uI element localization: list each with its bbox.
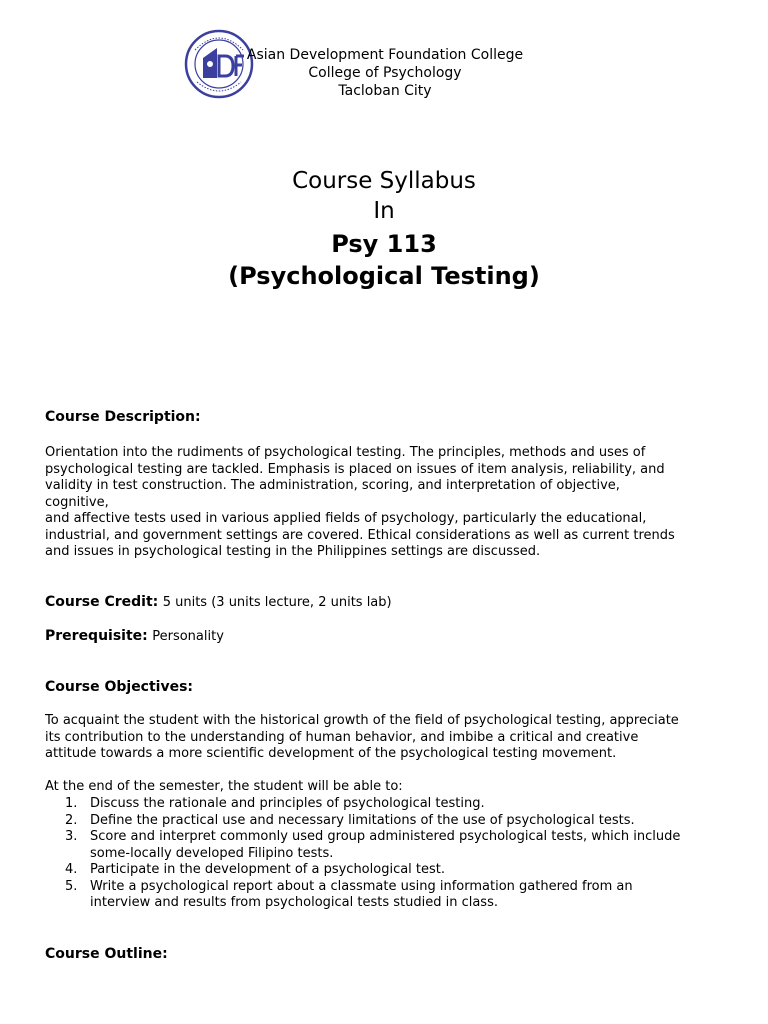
objectives-heading: Course Objectives: (45, 679, 194, 695)
item-line: Discuss the rationale and principles of psychological testing. (90, 796, 485, 811)
description-line: Orientation into the rudiments of psychological testing. The principles, methods and uses of (45, 445, 646, 460)
description-line: validity in test construction. The administration, scoring, and interpretation of objective, (45, 478, 620, 493)
list-item (45, 862, 735, 879)
description-line: and issues in psychological testing in the Philippines settings are discussed. (45, 544, 541, 559)
prerequisite-label: Prerequisite: (45, 628, 148, 644)
credit-label: Course Credit: (45, 594, 159, 610)
department-name: College of Psychology (308, 65, 462, 81)
description-heading: Course Description: (45, 409, 201, 425)
course-credit (45, 594, 392, 610)
item-number: 3. (65, 829, 78, 844)
course-code: Psy 113 (331, 230, 437, 258)
description-text (45, 445, 735, 561)
item-number: 4. (65, 862, 78, 877)
item-line: interview and results from psychological tests studied in class. (90, 895, 498, 910)
item-number: 2. (65, 812, 78, 828)
item-line: some-locally developed Filipino tests. (90, 845, 334, 861)
outline-heading: Course Outline: (45, 946, 168, 962)
credit-value: 5 units (3 units lecture, 2 units lab) (162, 595, 392, 610)
item-line: Define the practical use and necessary limitations of the use of psychological tests. (90, 812, 635, 828)
item-number: 1. (65, 796, 78, 811)
course-name: (Psychological Testing) (228, 262, 540, 290)
objectives-intro-line: attitude towards a more scientific development of the psychological testing movement. (45, 746, 617, 761)
item-line: Write a psychological report about a classmate using information gathered from an (90, 878, 633, 894)
objectives-intro-line: To acquaint the student with the historical growth of the field of psychological testing, appreciate (45, 713, 679, 728)
item-number: 5. (65, 878, 78, 894)
institution-header (180, 46, 590, 100)
title-line-1: Course Syllabus (292, 168, 476, 194)
objectives-intro (45, 713, 735, 763)
objectives-intro-line: its contribution to the understanding of human behavior, and imbibe a critical and creative (45, 729, 639, 745)
prerequisite-value: Personality (152, 629, 224, 644)
syllabus-title (0, 166, 768, 292)
city-name: Tacloban City (338, 83, 432, 99)
objectives-lead: At the end of the semester, the student will be able to: (45, 779, 403, 794)
description-line: cognitive, (45, 494, 109, 510)
item-line: Score and interpret commonly used group administered psychological tests, which include (90, 829, 681, 844)
description-line: industrial, and government settings are covered. Ethical considerations as well as current trends (45, 527, 675, 543)
description-line: psychological testing are tackled. Emphasis is placed on issues of item analysis, reliability, and (45, 461, 665, 477)
list-item (45, 829, 735, 862)
description-line: and affective tests used in various applied fields of psychology, particularly the educational, (45, 511, 647, 526)
list-item (45, 813, 735, 830)
list-item (45, 796, 735, 813)
item-line: Participate in the development of a psychological test. (90, 862, 446, 877)
list-item (45, 879, 735, 912)
college-name: Asian Development Foundation College (246, 47, 524, 63)
objectives-list (45, 796, 735, 912)
prerequisite (45, 628, 224, 644)
title-line-2: In (373, 198, 395, 224)
